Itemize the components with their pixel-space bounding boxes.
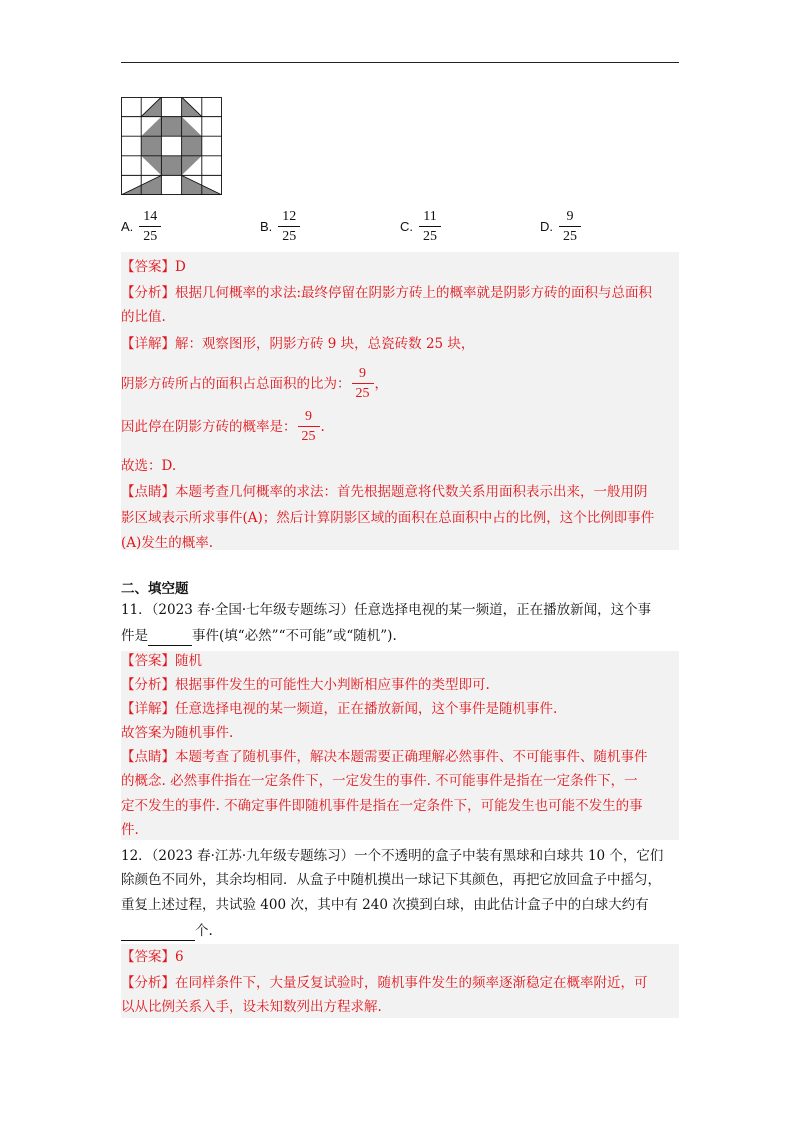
- option-fraction: $\frac{12}{25}$: [280, 208, 298, 245]
- option-fraction: $\frac{9}{25}$: [561, 208, 579, 245]
- q12-answer-line: 【答案】6: [121, 949, 184, 965]
- q11-analysis-line: 【分析】根据事件发生的可能性大小判断相应事件的类型即可.: [121, 677, 490, 693]
- q12-stem-line-1: 12．（2023 春·江苏·九年级专题练习）一个不透明的盒子中装有黑球和白球共 10 个，它们: [121, 848, 664, 864]
- q10-answer-line: 【答案】D: [121, 259, 186, 275]
- option-c[interactable]: [400, 208, 439, 245]
- q10-detail-line-3: 因此停在阴影方砖的概率是： $\frac{9}{25}$ .: [121, 409, 325, 444]
- q10-detail-line: 【详解】解：观察图形，阴影方砖 9 块，总瓷砖数 25 块，: [121, 336, 475, 352]
- q11-stem-line-1: 11．（2023 春·全国·七年级专题练习）任意选择电视的某一频道，正在播放新闻，这个事: [121, 602, 652, 618]
- q11-comment-line-4: 件.: [121, 822, 139, 838]
- option-d[interactable]: [540, 208, 579, 245]
- q11-detail-line: 【详解】任意选择电视的某一频道，正在播放新闻，这个事件是随机事件.: [121, 701, 558, 717]
- q10-analysis-line-2: 的比值.: [121, 309, 166, 325]
- q11-comment-line-2: 的概念. 必然事件指在一定条件下，一定发生的事件. 不可能事件是指在一定条件下，一: [121, 773, 638, 789]
- q10-comment-line: 【点睛】本题考查几何概率的求法：首先根据题意将代数关系用面积表示出来，一般用阴: [121, 484, 648, 500]
- q10-detail-line-2: 阴影方砖所占的面积占总面积的比为： $\frac{9}{25}$ ，: [121, 366, 388, 401]
- q12-stem-line-2: 除颜色不同外，其余均相同．从盒子中随机摸出一球记下其颜色，再把它放回盒子中摇匀，: [121, 872, 661, 888]
- q11-blank[interactable]: [148, 630, 192, 646]
- q11-comment-line-3: 定不发生的事件. 不确定事件即随机事件是指在一定条件下，可能发生也可能不发生的事: [121, 798, 643, 814]
- q11-comment-line: 【点睛】本题考查了随机事件，解决本题需要正确理解必然事件、不可能事件、随机事件: [121, 749, 648, 765]
- option-letter: D.: [540, 219, 553, 234]
- probability-fraction: $\frac{9}{25}$: [300, 408, 318, 445]
- q12-blank[interactable]: [121, 925, 195, 941]
- option-b[interactable]: [260, 208, 298, 245]
- section-title: 二、填空题: [121, 581, 189, 597]
- option-a[interactable]: [121, 208, 159, 245]
- q10-choose-line: 故选：D.: [121, 458, 177, 474]
- tile-grid-figure: [121, 97, 222, 195]
- option-fraction: $\frac{11}{25}$: [421, 208, 439, 245]
- q11-answer-line: 【答案】随机: [121, 653, 202, 669]
- q12-analysis-line-2: 以从比例关系入手，设未知数列出方程求解.: [121, 999, 382, 1015]
- q12-stem-line-3: 重复上述过程，共试验 400 次，其中有 240 次摸到白球，由此估计盒子中的白球大约有: [121, 897, 649, 913]
- option-letter: A.: [121, 219, 134, 234]
- q11-stem-line-2: 件是 事件(填“必然”“不可能”或“随机”).: [121, 628, 397, 644]
- option-letter: C.: [400, 219, 413, 234]
- ratio-fraction: $\frac{9}{25}$: [354, 365, 372, 402]
- q10-comment-line-2: 影区域表示所求事件(A)；然后计算阴影区域的面积在总面积中占的比例，这个比例即事件: [121, 510, 655, 526]
- q10-analysis-line: 【分析】根据几何概率的求法:最终停留在阴影方砖上的概率就是阴影方砖的面积与总面积: [121, 285, 653, 301]
- option-letter: B.: [260, 219, 273, 234]
- q12-analysis-line: 【分析】在同样条件下，大量反复试验时，随机事件发生的频率逐渐稳定在概率附近，可: [121, 975, 648, 991]
- q12-stem-line-4: 个.: [121, 921, 213, 941]
- header-rule: [121, 62, 679, 63]
- q11-conclusion-line: 故答案为随机事件.: [121, 725, 234, 741]
- option-fraction: $\frac{14}{25}$: [141, 208, 159, 245]
- q10-comment-line-3: (A)发生的概率.: [121, 535, 214, 551]
